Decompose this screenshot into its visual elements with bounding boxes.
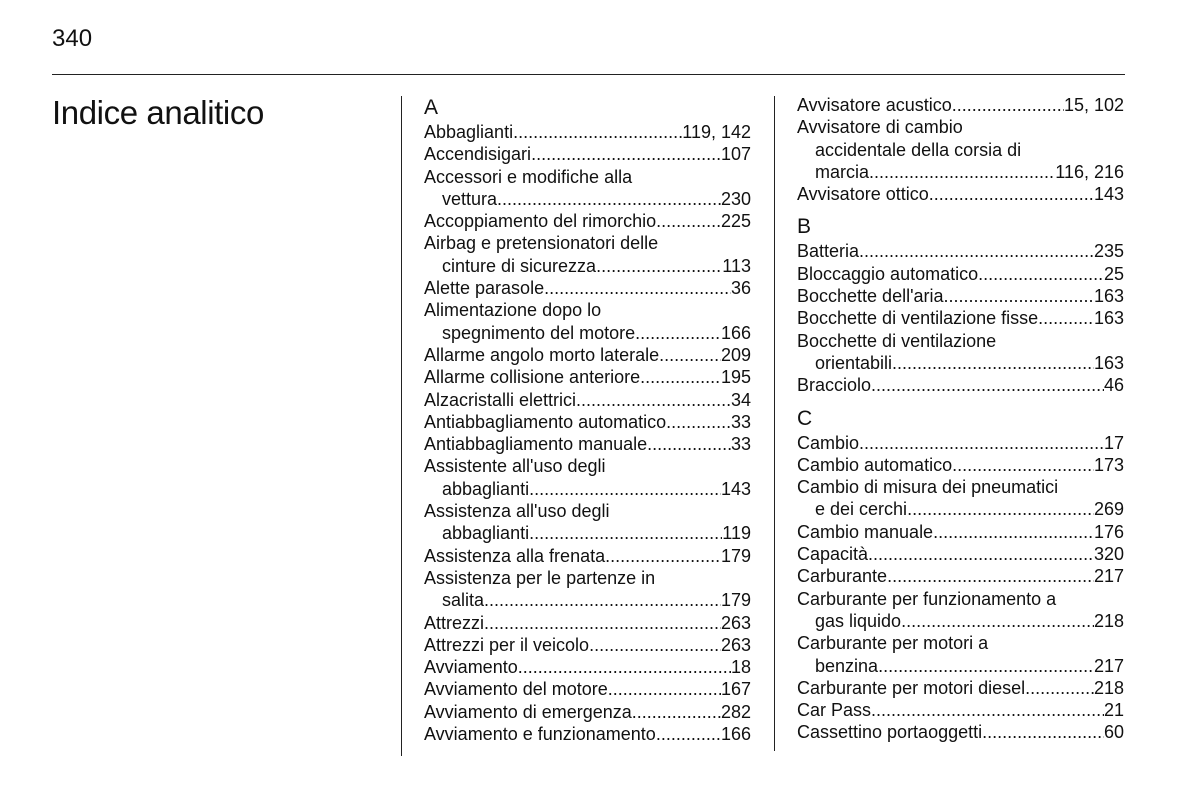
page-reference: 163 <box>1093 352 1124 373</box>
page-reference: 217 <box>1093 566 1124 587</box>
entry-line <box>424 701 751 723</box>
entry-text: Accendisigari <box>424 144 532 165</box>
index-entry <box>797 94 1124 116</box>
index-entry <box>797 632 1124 677</box>
entry-line <box>424 433 751 455</box>
entry-text: Carburante per motori a <box>797 633 989 654</box>
leader-dots <box>892 352 1094 374</box>
index-entry <box>424 389 751 411</box>
entry-text: Allarme collisione anteriore <box>424 367 641 388</box>
page-reference: 46 <box>1103 375 1124 396</box>
entry-line <box>424 589 751 611</box>
column-divider <box>774 96 775 751</box>
page-reference: 18 <box>730 657 751 678</box>
index-entry <box>424 411 751 433</box>
entry-text: Antiabbagliamento manuale <box>424 434 648 455</box>
entry-text: abbaglianti <box>442 478 530 499</box>
page-reference: 320 <box>1093 544 1124 565</box>
page-title: Indice analitico <box>52 94 264 131</box>
leader-dots <box>659 344 721 366</box>
entry-text: Cambio automatico <box>797 454 953 475</box>
leader-dots <box>1038 307 1094 329</box>
page-reference: 176 <box>1093 521 1124 542</box>
leader-dots <box>666 411 731 433</box>
entry-text: Attrezzi per il veicolo <box>424 634 590 655</box>
entry-text: Assistenza all'uso degli <box>424 501 610 522</box>
entry-line <box>797 610 1124 632</box>
leader-dots <box>484 612 721 634</box>
page-reference: 116, 216 <box>1055 161 1124 182</box>
index-entry <box>424 366 751 388</box>
index-entry <box>797 521 1124 543</box>
page-reference: 225 <box>720 211 751 232</box>
page-reference: 107 <box>720 144 751 165</box>
page-reference: 195 <box>720 367 751 388</box>
entry-text: Avviamento e funzionamento <box>424 724 656 745</box>
index-entry <box>424 121 751 143</box>
index-entry <box>424 277 751 299</box>
index-entry <box>424 701 751 723</box>
page-reference: 263 <box>720 612 751 633</box>
index-entry <box>797 263 1124 285</box>
entry-line <box>797 240 1124 262</box>
entry-text: salita <box>442 590 485 611</box>
entry-text: Bocchette dell'aria <box>797 286 944 307</box>
page-reference: 282 <box>720 701 751 722</box>
page-reference: 163 <box>1093 308 1124 329</box>
entry-line <box>797 183 1124 205</box>
entry-text: Accoppiamento del rimorchio <box>424 211 657 232</box>
leader-dots <box>887 565 1094 587</box>
entry-text: Alimentazione dopo lo <box>424 300 602 321</box>
leader-dots <box>608 678 721 700</box>
leader-dots <box>929 183 1094 205</box>
entry-line <box>424 366 751 388</box>
entry-line <box>797 677 1124 699</box>
leader-dots <box>635 322 721 344</box>
page-reference: 25 <box>1103 263 1124 284</box>
page-reference: 230 <box>720 188 751 209</box>
entry-line <box>424 478 751 500</box>
entry-line <box>424 344 751 366</box>
entry-text: Airbag e pretensionatori delle <box>424 233 659 254</box>
index-entry <box>797 565 1124 587</box>
entry-text: Cambio manuale <box>797 521 934 542</box>
page-reference: 119 <box>722 523 751 544</box>
index-entry <box>424 433 751 455</box>
entry-line <box>424 389 751 411</box>
page-reference: 217 <box>1093 655 1124 676</box>
entry-line <box>424 277 751 299</box>
leader-dots <box>933 521 1094 543</box>
index-entry <box>797 588 1124 633</box>
entry-line <box>424 612 751 634</box>
leader-dots <box>859 432 1104 454</box>
entry-text: Assistenza alla frenata <box>424 545 606 566</box>
entry-text: Avvisatore ottico <box>797 184 929 205</box>
entry-line <box>797 94 1124 116</box>
index-entry <box>424 678 751 700</box>
entry-text: cinture di sicurezza <box>442 255 597 276</box>
entry-text: Cambio di misura dei pneumatici <box>797 477 1059 498</box>
entry-text: Avvisatore acustico <box>797 95 952 115</box>
index-entry <box>797 285 1124 307</box>
leader-dots <box>901 610 1094 632</box>
index-entry <box>424 455 751 500</box>
entry-line <box>797 498 1124 520</box>
leader-dots <box>869 161 1055 183</box>
page-reference: 60 <box>1103 722 1124 743</box>
entry-text: spegnimento del motore <box>442 322 636 343</box>
entry-text: Cassettino portaoggetti <box>797 722 983 743</box>
page-reference: 33 <box>730 434 751 455</box>
entry-text: Avviamento <box>424 657 518 678</box>
entry-line <box>797 721 1124 743</box>
index-entry <box>797 432 1124 454</box>
entry-text: Attrezzi <box>424 612 485 633</box>
entry-line <box>797 263 1124 285</box>
index-entry <box>797 116 1124 183</box>
index-entry <box>424 210 751 232</box>
entry-text: Avvisatore di cambio <box>797 117 963 138</box>
entry-line <box>797 699 1124 721</box>
index-column-2 <box>797 94 1124 744</box>
leader-dots <box>605 545 721 567</box>
leader-dots <box>656 723 721 745</box>
entry-text: Carburante per motori diesel <box>797 677 1026 698</box>
entry-text: benzina <box>815 655 879 676</box>
entry-line <box>797 432 1124 454</box>
entry-text: abbaglianti <box>442 523 530 544</box>
index-entry <box>797 699 1124 721</box>
entry-line <box>797 374 1124 396</box>
leader-dots <box>982 721 1104 743</box>
page-reference: 179 <box>720 590 751 611</box>
entry-line <box>797 285 1124 307</box>
page-reference: 36 <box>730 278 751 299</box>
leader-dots <box>596 255 722 277</box>
index-entry <box>424 500 751 545</box>
leader-dots <box>529 522 722 544</box>
page-reference: 173 <box>1093 454 1124 475</box>
leader-dots <box>513 121 682 143</box>
index-entry <box>797 543 1124 565</box>
page-reference: 263 <box>720 634 751 655</box>
entry-text: Bocchette di ventilazione fisse <box>797 308 1039 329</box>
entry-text: Accessori e modifiche alla <box>424 166 633 187</box>
leader-dots <box>497 188 721 210</box>
index-entry <box>424 166 751 211</box>
leader-dots <box>859 240 1094 262</box>
page-reference: 113 <box>722 255 751 276</box>
index-entry <box>797 374 1124 396</box>
index-column-1 <box>424 94 751 745</box>
page-reference: 269 <box>1093 499 1124 520</box>
index-entry <box>424 634 751 656</box>
entry-line <box>797 161 1124 183</box>
page-reference: 235 <box>1093 241 1124 262</box>
page-reference: 166 <box>720 724 751 745</box>
header-rule <box>52 74 1125 75</box>
index-entry <box>797 183 1124 205</box>
index-entry <box>797 721 1124 743</box>
index-entry <box>424 299 751 344</box>
entry-text: Allarme angolo morto laterale <box>424 344 660 365</box>
entry-text: Avviamento di emergenza <box>424 701 632 722</box>
leader-dots <box>656 210 721 232</box>
entry-text: Assistenza per le partenze in <box>424 567 656 588</box>
leader-dots <box>907 498 1094 520</box>
entry-text: Car Pass <box>797 700 872 721</box>
leader-dots <box>952 454 1094 476</box>
entry-text: Batteria <box>797 241 860 262</box>
entry-line <box>797 565 1124 587</box>
entry-text: Bocchette di ventilazione <box>797 330 997 351</box>
page-reference: 218 <box>1093 677 1124 698</box>
page-reference: 167 <box>720 679 751 700</box>
entry-line <box>424 522 751 544</box>
column-divider <box>401 96 402 756</box>
index-entry <box>424 723 751 745</box>
entry-text: orientabili <box>815 352 893 373</box>
leader-dots <box>871 699 1104 721</box>
page-reference: 119, 142 <box>682 122 751 142</box>
index-entry <box>797 240 1124 262</box>
index-entry <box>797 454 1124 476</box>
entry-line <box>424 411 751 433</box>
entry-text: Assistente all'uso degli <box>424 456 606 477</box>
entry-text: Carburante <box>797 566 888 587</box>
page-reference: 179 <box>720 545 751 566</box>
entry-line <box>424 723 751 745</box>
entry-text: Bracciolo <box>797 375 872 396</box>
page-reference: 209 <box>720 344 751 365</box>
index-entry <box>424 344 751 366</box>
leader-dots <box>944 285 1094 307</box>
entry-text: Abbaglianti <box>424 122 514 142</box>
index-entry <box>424 656 751 678</box>
entry-line <box>424 143 751 165</box>
entry-line <box>424 322 751 344</box>
page-reference: 163 <box>1093 286 1124 307</box>
index-entry <box>797 677 1124 699</box>
entry-text: gas liquido <box>815 610 902 631</box>
entry-line <box>797 454 1124 476</box>
index-entry <box>424 567 751 612</box>
page-reference: 33 <box>730 411 751 432</box>
entry-text: Alzacristalli elettrici <box>424 389 577 410</box>
entry-line <box>424 210 751 232</box>
entry-line <box>797 543 1124 565</box>
entry-line <box>424 188 751 210</box>
entry-line <box>424 255 751 277</box>
entry-text: Capacità <box>797 544 869 565</box>
entry-line <box>424 634 751 656</box>
page-reference: 17 <box>1103 432 1124 453</box>
entry-line <box>797 521 1124 543</box>
page-reference: 218 <box>1093 610 1124 631</box>
leader-dots <box>576 389 731 411</box>
leader-dots <box>589 634 721 656</box>
leader-dots <box>484 589 721 611</box>
leader-dots <box>529 478 721 500</box>
index-entry <box>797 330 1124 375</box>
page-reference: 143 <box>1093 184 1124 205</box>
index-entry <box>797 476 1124 521</box>
index-entry <box>424 232 751 277</box>
entry-text: Alette parasole <box>424 278 545 299</box>
index-entry <box>424 612 751 634</box>
leader-dots <box>531 143 721 165</box>
leader-dots <box>518 656 731 678</box>
entry-line <box>797 655 1124 677</box>
index-entry <box>424 143 751 165</box>
leader-dots <box>632 701 721 723</box>
entry-line <box>424 121 751 143</box>
entry-text: Antiabbagliamento automatico <box>424 411 667 432</box>
leader-dots <box>647 433 731 455</box>
entry-text: Avviamento del motore <box>424 679 608 700</box>
page-reference: 166 <box>720 322 751 343</box>
page-reference: 143 <box>720 478 751 499</box>
section-letter: A <box>424 96 439 119</box>
entry-text: Cambio <box>797 432 860 453</box>
entry-text: Bloccaggio automatico <box>797 263 979 284</box>
entry-text: accidentale della corsia di <box>815 139 1022 160</box>
leader-dots <box>544 277 731 299</box>
leader-dots <box>1025 677 1094 699</box>
leader-dots <box>868 543 1094 565</box>
entry-line <box>424 545 751 567</box>
index-entry <box>797 307 1124 329</box>
leader-dots <box>952 94 1064 116</box>
leader-dots <box>640 366 721 388</box>
entry-text: vettura <box>442 188 498 209</box>
page-reference: 15, 102 <box>1063 95 1124 115</box>
entry-line <box>424 678 751 700</box>
leader-dots <box>978 263 1104 285</box>
section-letter: C <box>797 406 813 430</box>
entry-text: marcia <box>815 161 870 182</box>
leader-dots <box>878 655 1094 677</box>
entry-line <box>797 307 1124 329</box>
section-letter: B <box>797 215 812 239</box>
page-reference: 21 <box>1103 700 1124 721</box>
page-number: 340 <box>52 25 93 52</box>
leader-dots <box>871 374 1104 396</box>
page-reference: 34 <box>730 389 751 410</box>
entry-text: Carburante per funzionamento a <box>797 588 1057 609</box>
entry-text: e dei cerchi <box>815 499 908 520</box>
entry-line <box>797 352 1124 374</box>
index-entry <box>424 545 751 567</box>
entry-line <box>424 656 751 678</box>
